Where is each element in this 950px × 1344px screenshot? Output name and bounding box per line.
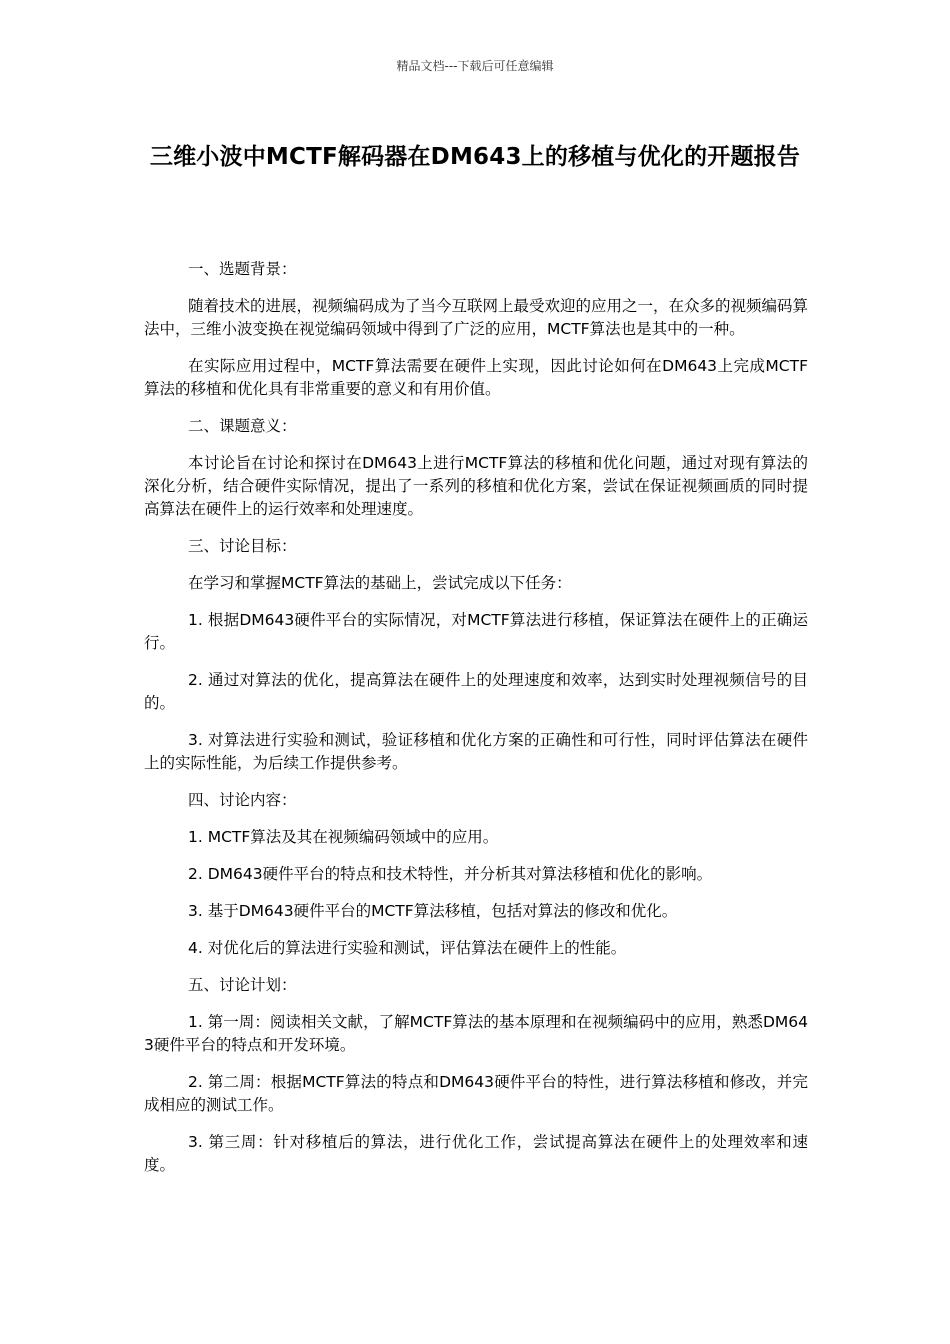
list-item: 2. DM643硬件平台的特点和技术特性，并分析其对算法移植和优化的影响。 [188, 865, 713, 883]
paragraph: 随着技术的进展，视频编码成为了当今互联网上最受欢迎的应用之一，在众多的视频编码算法中，三维小波变换在视觉编码领域中得到了广泛的应用，MCTF算法也是其中的一种。 [144, 297, 809, 338]
list-item: 3. 第三周：针对移植后的算法，进行优化工作，尝试提高算法在硬件上的处理效率和速度。 [144, 1133, 808, 1174]
list-item: 3. 对算法进行实验和测试，验证移植和优化方案的正确性和可行性，同时评估算法在硬件上的实际性能，为后续工作提供参考。 [144, 731, 808, 772]
list-item: 3. 基于DM643硬件平台的MCTF算法移植，包括对算法的修改和优化。 [188, 902, 678, 920]
header-note: 精品文档---下载后可任意编辑 [396, 59, 554, 73]
paragraph: 在实际应用过程中，MCTF算法需要在硬件上实现，因此讨论如何在DM643上完成MCTF算法的移植和优化具有非常重要的意义和有用价值。 [144, 357, 808, 398]
section-heading-goals: 三、讨论目标： [188, 537, 297, 555]
list-item: 4. 对优化后的算法进行实验和测试，评估算法在硬件上的性能。 [188, 939, 627, 957]
list-item: 1. 根据DM643硬件平台的实际情况，对MCTF算法进行移植，保证算法在硬件上的正确运行。 [144, 611, 808, 652]
section-heading-significance: 二、课题意义： [188, 417, 297, 435]
paragraph: 本讨论旨在讨论和探讨在DM643上进行MCTF算法的移植和优化问题，通过对现有算法的深化分析，结合硬件实际情况，提出了一系列的移植和优化方案，尝试在保证视频画质的同时提高算法在硬件上的运行效率和处理速度。 [144, 454, 808, 518]
section-heading-background: 一、选题背景： [188, 260, 297, 278]
document-title: 三维小波中MCTF解码器在DM643上的移植与优化的开题报告 [149, 144, 801, 170]
list-item: 1. MCTF算法及其在视频编码领域中的应用。 [188, 828, 499, 846]
document-body [144, 258, 808, 1191]
paragraph: 在学习和掌握MCTF算法的基础上，尝试完成以下任务： [188, 574, 572, 592]
list-item: 2. 第二周：根据MCTF算法的特点和DM643硬件平台的特性，进行算法移植和修改，并完成相应的测试工作。 [144, 1073, 808, 1114]
list-item: 1. 第一周：阅读相关文献，了解MCTF算法的基本原理和在视频编码中的应用，熟悉DM643硬件平台的特点和开发环境。 [144, 1013, 808, 1054]
list-item: 2. 通过对算法的优化，提高算法在硬件上的处理速度和效率，达到实时处理视频信号的目的。 [144, 671, 808, 712]
section-heading-plan: 五、讨论计划： [188, 976, 297, 994]
section-heading-content: 四、讨论内容： [188, 791, 297, 809]
